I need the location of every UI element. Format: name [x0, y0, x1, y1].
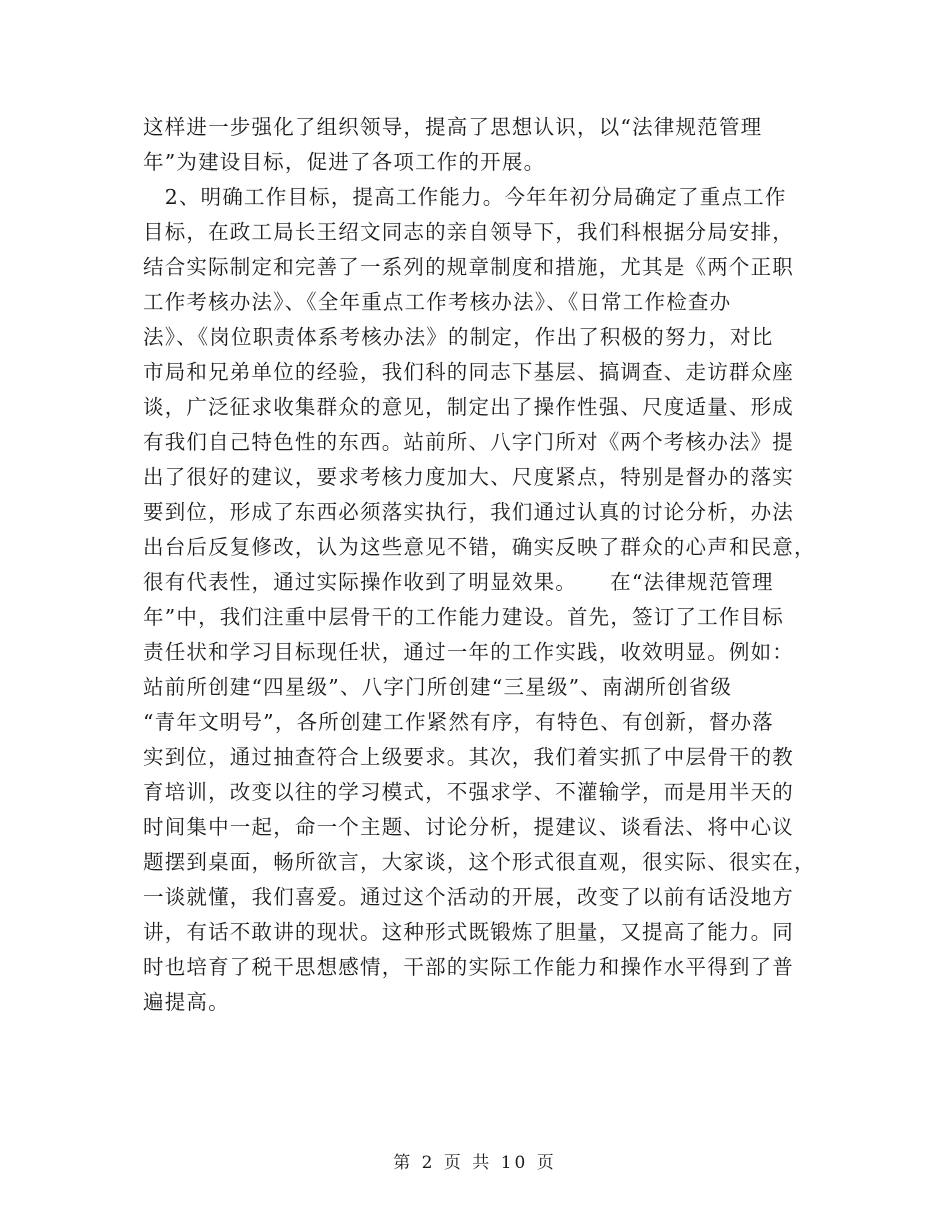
text-line: 遍提高。 [143, 990, 230, 1014]
text-line: 结合实际制定和完善了一系列的规章制度和措施，尤其是《两个正职 [143, 255, 794, 279]
text-line: 出台后反复修改，认为这些意见不错，确实反映了群众的心声和民意， [143, 535, 816, 559]
text-line: “青年文明号”，各所创建工作紧然有序，有特色、有创新，督办落 [143, 710, 774, 734]
text-line: 年”为建设目标，促进了各项工作的开展。 [143, 150, 546, 174]
text-line: 谈，广泛征求收集群众的意见，制定出了操作性强、尺度适量、形成 [143, 395, 794, 419]
text-line: 要到位，形成了东西必须落实执行，我们通过认真的讨论分析，办法 [143, 500, 794, 524]
text-line: 工作考核办法》、《全年重点工作考核办法》、《日常工作检查办 [143, 290, 732, 314]
text-line: 责任状和学习目标现任状，通过一年的工作实践，收效明显。例如： [143, 640, 794, 664]
text-line: 有我们自己特色性的东西。站前所、八字门所对《两个考核办法》提 [143, 430, 794, 454]
text-line: 站前所创建“四星级”、八字门所创建“三星级”、南湖所创省级 [143, 675, 733, 699]
text-line: 一谈就懂，我们喜爱。通过这个活动的开展，改变了以前有话没地方 [143, 885, 794, 909]
text-line: 2、明确工作目标，提高工作能力。今年年初分局确定了重点工作 [143, 185, 787, 209]
text-line: 时也培育了税干思想感情，干部的实际工作能力和操作水平得到了普 [143, 955, 794, 979]
text-line: 很有代表性，通过实际操作收到了明显效果。 在“法律规范管理 [143, 570, 774, 594]
text-line: 年”中，我们注重中层骨干的工作能力建设。首先，签订了工作目标 [143, 605, 784, 629]
text-line: 目标，在政工局长王绍文同志的亲自领导下，我们科根据分局安排， [143, 220, 794, 244]
text-line: 讲，有话不敢讲的现状。这种形式既锻炼了胆量，又提高了能力。同 [143, 920, 794, 944]
body-text [143, 110, 823, 1020]
text-line: 实到位，通过抽查符合上级要求。其次，我们着实抓了中层骨干的教 [143, 745, 794, 769]
page-number-footer: 第 2 页 共 10 页 [393, 1153, 557, 1173]
text-line: 育培训，改变以往的学习模式，不强求学、不灌输学，而是用半天的 [143, 780, 794, 804]
text-line: 时间集中一起，命一个主题、讨论分析，提建议、谈看法、将中心议 [143, 815, 794, 839]
text-line: 法》、《岗位职责体系考核办法》的制定，作出了积极的努力，对比 [143, 325, 774, 349]
text-line: 这样进一步强化了组织领导，提高了思想认识，以“法律规范管理 [143, 115, 763, 139]
text-line: 出了很好的建议，要求考核力度加大、尺度紧点，特别是督办的落实 [143, 465, 794, 489]
text-line: 市局和兄弟单位的经验，我们科的同志下基层、搞调查、走访群众座 [143, 360, 794, 384]
text-line: 题摆到桌面，畅所欲言，大家谈，这个形式很直观，很实际、很实在， [143, 850, 816, 874]
